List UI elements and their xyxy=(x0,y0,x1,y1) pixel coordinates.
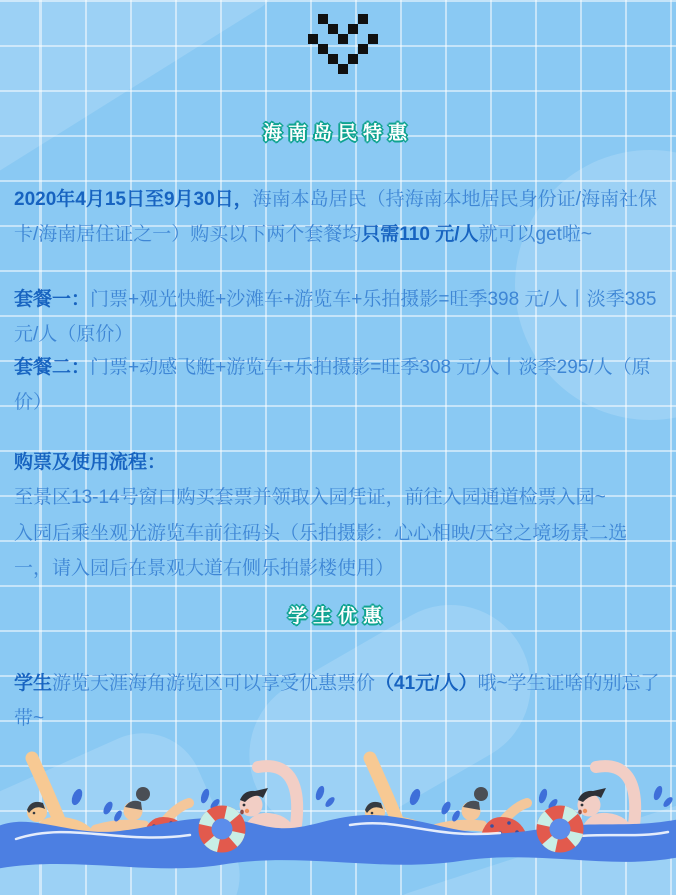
intro-date-range: 2020年4月15日至9月30日， xyxy=(14,189,253,210)
package-two-detail: 门票+动感飞艇+游览车+乐拍摄影=旺季308 元/人丨淡季295/人（原价） xyxy=(14,357,651,413)
process-heading-text: 购票及使用流程： xyxy=(14,452,167,473)
package-one xyxy=(14,282,664,352)
student-paragraph xyxy=(14,666,664,736)
package-two xyxy=(14,350,664,420)
student-detail: 游览天涯海角游览区可以享受优惠票价 xyxy=(52,673,376,694)
intro-eligibility: 海南本岛居民（持海南本地居民身份证/海南社保卡/海南居住证之一）购买以下两个套餐均 xyxy=(14,189,657,245)
process-step-1: 至景区13-14号窗口购买套票并领取入园凭证，前往入园通道检票入园~ xyxy=(14,487,606,508)
package-one-label: 套餐一： xyxy=(14,289,91,310)
intro-tail: 就可以get啦~ xyxy=(478,224,593,245)
intro-price-highlight: 只需110 元/人 xyxy=(361,224,479,245)
process-heading xyxy=(14,445,664,480)
pixel-heart-icon xyxy=(298,14,378,74)
package-two-label: 套餐二： xyxy=(14,357,91,378)
package-one-detail: 门票+观光快艇+沙滩车+游览车+乐拍摄影=旺季398 元/人丨淡季385元/人（原价） xyxy=(14,289,657,345)
student-price: （41元/人） xyxy=(375,673,478,694)
swimmers-illustration xyxy=(0,745,676,895)
intro-paragraph xyxy=(14,182,664,252)
process-step-2: 入园后乘坐观光游览车前往码头（乐拍摄影：心心相映/天空之境场景二选一，请入园后在景观大道右侧乐拍影楼使用） xyxy=(14,523,628,579)
student-tail: 哦~学生证啥的别忘了带~ xyxy=(14,673,660,729)
islander-offer-title: 海南岛民特惠 xyxy=(262,122,413,144)
student-label: 学生 xyxy=(14,673,53,694)
student-offer-title: 学生优惠 xyxy=(287,605,388,627)
